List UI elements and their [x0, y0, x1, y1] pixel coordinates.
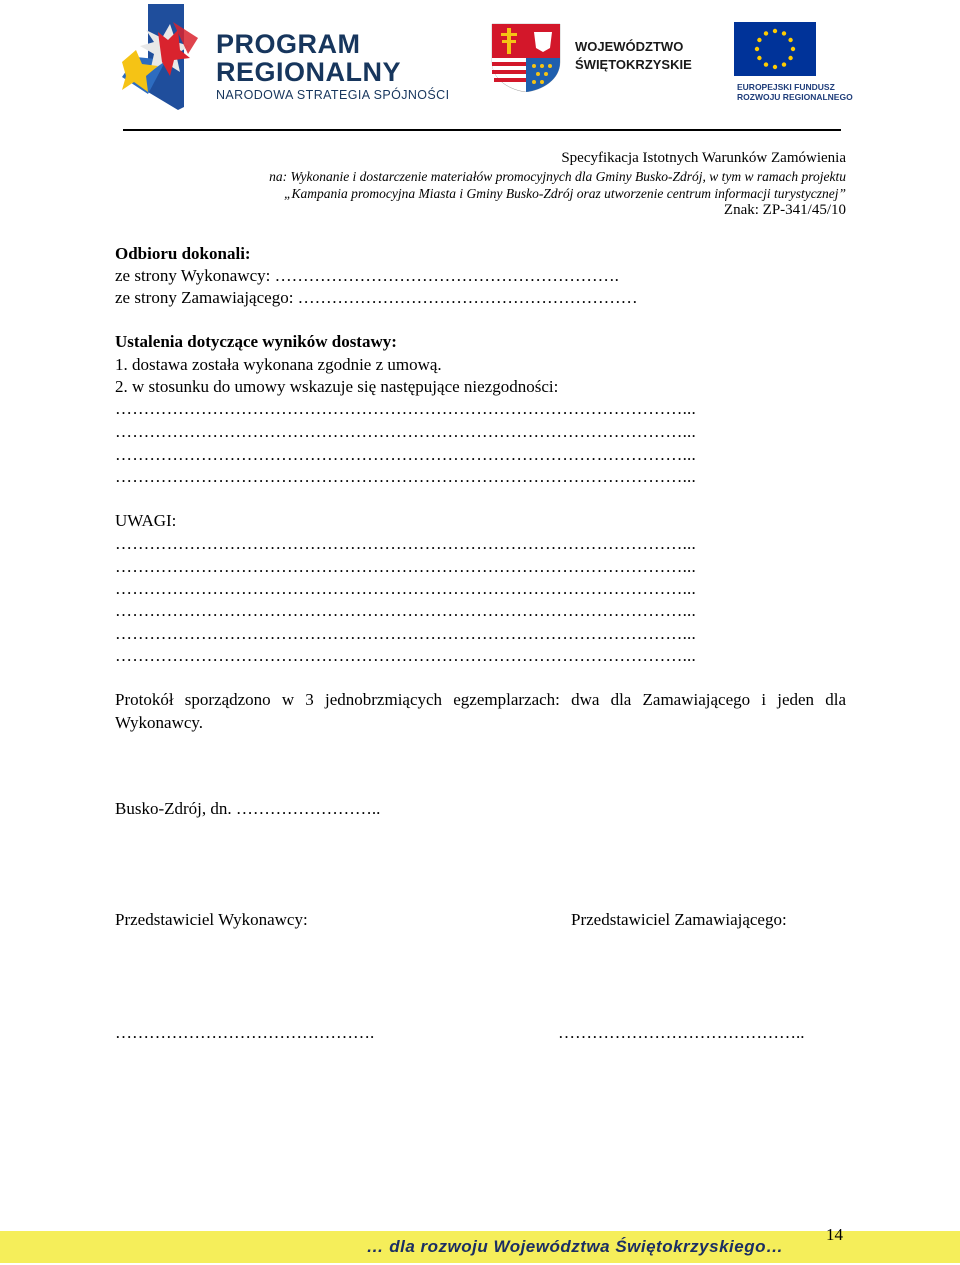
spec-project-line: „Kampania promocyjna Miasta i Gminy Busko-Zdrój oraz utworzenie centrum informacji turystycznej”	[284, 186, 846, 201]
remarks-dot-line: ………………………………………………………………………………………...	[115, 624, 696, 643]
logo-regionalny-text: REGIONALNY	[216, 57, 402, 87]
logo-eu-fund-text: EUROPEJSKI FUNDUSZ	[737, 82, 835, 92]
logo-swietokrzyskie-text: ŚWIĘTOKRZYSKIE	[575, 57, 692, 72]
spec-reference-number: Znak: ZP-341/45/10	[723, 202, 846, 218]
contractor-representative-label: Przedstawiciel Wykonawcy:	[115, 910, 308, 929]
header-divider	[123, 129, 841, 131]
findings-dot-line: ………………………………………………………………………………………...	[115, 422, 696, 441]
findings-item-2: 2. w stosunku do umowy wskazuje się następujące niezgodności:	[115, 377, 559, 396]
footer-slogan: … dla rozwoju Województwa Świętokrzyskiego…	[366, 1237, 784, 1256]
remarks-dot-line: ………………………………………………………………………………………...	[115, 557, 696, 576]
contractor-signature-line: ……………………………………….	[115, 1023, 375, 1042]
logo-program-text: PROGRAM	[216, 29, 361, 59]
wojewodztwo-logo	[490, 22, 720, 97]
protocol-copies-note: Protokół sporządzono w 3 jednobrzmiących egzemplarzach: dwa dla Zamawiającego i jeden dla Wykonawcy.	[115, 690, 846, 732]
place-date-line: Busko-Zdrój, dn. ……………………..	[115, 799, 381, 818]
remarks-dot-line: ………………………………………………………………………………………...	[115, 534, 696, 553]
receipt-contractor-line: ze strony Wykonawcy: …………………………………………………….	[115, 266, 619, 285]
remarks-dot-line: ………………………………………………………………………………………...	[115, 646, 696, 665]
findings-heading: Ustalenia dotyczące wyników dostawy:	[115, 332, 397, 351]
findings-dot-line: ………………………………………………………………………………………...	[115, 467, 696, 486]
logo-wojewodztwo-text: WOJEWÓDZTWO	[575, 39, 684, 54]
remarks-dot-line: ………………………………………………………………………………………...	[115, 579, 696, 598]
client-signature-line: ……………………………………..	[558, 1023, 805, 1042]
spec-subject-line: na: Wykonanie i dostarczenie materiałów promocyjnych dla Gminy Busko-Zdrój, w tym w ramach projektu	[269, 169, 846, 184]
findings-dot-line: ………………………………………………………………………………………...	[115, 445, 696, 464]
receipt-heading: Odbioru dokonali:	[115, 244, 251, 263]
logo-eu-regional-text: ROZWOJU REGIONALNEGO	[737, 92, 853, 102]
program-regionalny-emblem-icon	[118, 2, 213, 110]
eu-fund-logo	[734, 22, 864, 102]
page-number: 14	[826, 1225, 843, 1244]
findings-dot-line: ………………………………………………………………………………………...	[115, 399, 696, 418]
coat-of-arms-icon	[490, 22, 562, 92]
eu-flag-icon	[734, 22, 816, 76]
findings-item-1: 1. dostawa została wykonana zgodnie z umową.	[115, 355, 442, 374]
client-representative-label: Przedstawiciel Zamawiającego:	[571, 910, 787, 929]
remarks-dot-line: ………………………………………………………………………………………...	[115, 601, 696, 620]
program-regionalny-logo	[118, 2, 478, 110]
receipt-client-line: ze strony Zamawiającego: ……………………………………………………	[115, 288, 638, 307]
remarks-heading: UWAGI:	[115, 511, 177, 530]
spec-title: Specyfikacja Istotnych Warunków Zamówienia	[561, 150, 846, 166]
logo-strategy-text: NARODOWA STRATEGIA SPÓJNOŚCI	[216, 88, 450, 102]
